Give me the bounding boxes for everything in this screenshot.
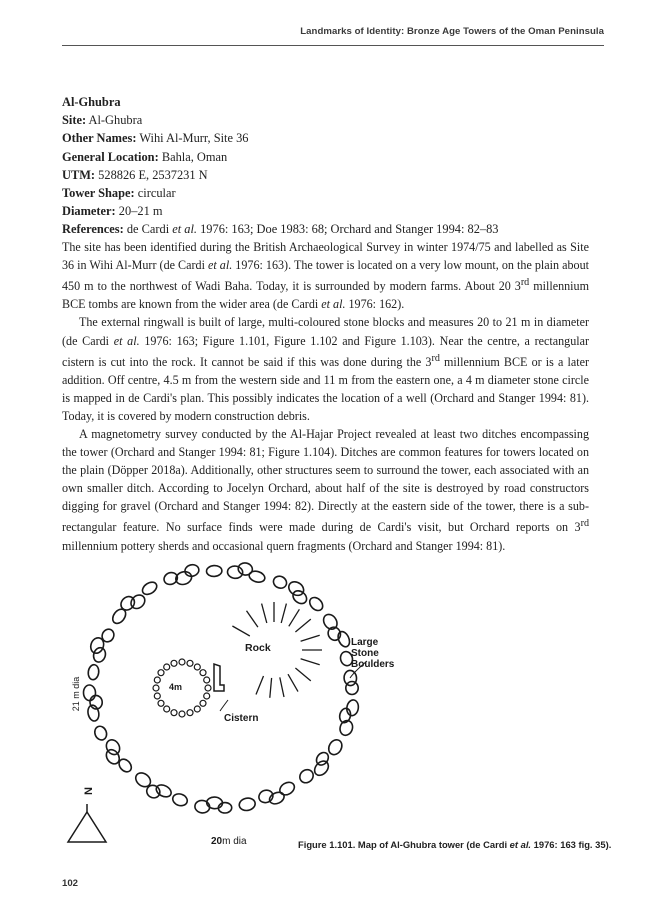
rock-hatch-line xyxy=(281,604,286,623)
small-circle-stone xyxy=(204,677,210,683)
small-circle-stone xyxy=(204,693,210,699)
paragraph: A magnetometry survey conducted by the Al-Hajar Project revealed at least two ditches encompassing the tower (Orchard and Stanger 1994: 81; Figure 1.104). Ditches are common features for towers located on the plain (Döpper 2018a). Additionally, other structures seem to surround the tower, each associated with an own smaller ditch. According to Jocelyn Orchard, about half of the site is destroyed by road constructors digging for gravel (Orchard and Stanger 1994: 82). Directly at the eastern side of the tower, there is a sub-rectangular feature. No surface finds were made during de Cardi's visit, but Orchard reports on 3rd millennium pottery sherds and occasional quern fragments (Orchard and Stanger 1994: 81). xyxy=(62,427,589,553)
ringwall-stone xyxy=(336,630,352,649)
small-circle-stone xyxy=(154,677,160,683)
rock-hatch-line xyxy=(301,659,320,665)
field-label: Other Names xyxy=(62,131,133,146)
small-circle-stone xyxy=(171,710,177,716)
field-other-names: Other Names: Wihi Al-Murr, Site 36 xyxy=(62,131,249,146)
small-circle-stone xyxy=(200,670,206,676)
north-arrow-icon xyxy=(68,804,106,842)
header-rule xyxy=(62,45,604,46)
field-value: 528826 E, 2537231 N xyxy=(98,167,208,182)
field-label: References xyxy=(62,222,120,237)
dia21-label: 21 m dia xyxy=(71,676,81,712)
field-label: Site xyxy=(62,113,82,128)
body-text xyxy=(62,238,589,555)
small-circle-stone xyxy=(158,670,164,676)
ringwall-stone xyxy=(93,724,109,741)
field-diameter: Diameter: 20–21 m xyxy=(62,204,163,219)
small-circle-stone xyxy=(194,664,200,670)
small-circle-stone xyxy=(158,700,164,706)
field-label: General Location xyxy=(62,149,155,164)
field-utm: UTM: 528826 E, 2537231 N xyxy=(62,167,208,182)
small-circle-stone xyxy=(200,700,206,706)
small-circle-stone xyxy=(187,660,193,666)
cistern-outline xyxy=(214,664,224,691)
ringwall-stone xyxy=(346,682,358,695)
small-circle-stone xyxy=(153,685,159,691)
field-value: Wihi Al-Murr, Site 36 xyxy=(139,131,249,146)
ringwall-stone xyxy=(268,790,286,806)
boulders-label: Boulders xyxy=(351,659,395,670)
ringwall-stone xyxy=(92,646,107,663)
rock-hatch-line xyxy=(295,668,310,681)
ringwall-stone xyxy=(312,758,331,778)
small-circle-stone xyxy=(194,706,200,712)
ringwall-stone xyxy=(278,780,297,798)
small-circle-stone xyxy=(164,706,170,712)
ringwall-stone xyxy=(184,563,200,577)
ringwall-stone xyxy=(87,664,99,680)
ringwall-stone xyxy=(286,579,306,598)
cistern-label: Cistern xyxy=(224,713,259,724)
ringwall-stone xyxy=(237,562,253,576)
field-label: Diameter xyxy=(62,204,112,219)
stone-label: Stone xyxy=(351,648,379,659)
small-circle-stone xyxy=(205,685,211,691)
rock-hatch-line xyxy=(247,611,258,627)
field-tower-shape: Tower Shape: circular xyxy=(62,186,176,201)
rock-hatch-line xyxy=(301,635,320,641)
large-label: Large xyxy=(351,637,379,648)
four-m-label: 4m xyxy=(169,682,183,692)
rock-hatch-line xyxy=(232,626,249,636)
field-value: 20–21 m xyxy=(118,204,163,219)
field-label: UTM xyxy=(62,167,91,182)
ringwall-stone xyxy=(87,704,101,722)
ringwall-stone xyxy=(326,737,344,757)
small-circle-stone xyxy=(187,710,193,716)
ringwall-stones xyxy=(83,562,359,814)
ringwall-stone xyxy=(297,767,316,786)
figure-caption: Figure 1.101. Map of Al-Ghubra tower (de Cardi et al. 1976: 163 fig. 35). xyxy=(298,839,612,850)
rock-hatch-line xyxy=(256,676,264,695)
small-circle-stone xyxy=(171,660,177,666)
field-label: Tower Shape xyxy=(62,186,131,201)
ringwall-stone xyxy=(291,588,310,606)
entry-title: Al-Ghubra xyxy=(62,95,121,109)
ringwall-stone xyxy=(238,797,256,812)
field-value: circular xyxy=(137,186,176,201)
field-general-location: General Location: Bahla, Oman xyxy=(62,149,228,164)
field-value: Bahla, Oman xyxy=(161,149,228,164)
ringwall-stone xyxy=(346,699,360,716)
field-value: Al-Ghubra xyxy=(88,113,143,128)
rock-label: Rock xyxy=(245,642,271,654)
ringwall-stone xyxy=(227,565,243,579)
dia20-label: 20m dia xyxy=(211,836,247,847)
ringwall-stone xyxy=(307,595,325,613)
rock-hatch-line xyxy=(289,609,300,626)
small-circle-stone xyxy=(179,659,185,665)
rock-hatch-line xyxy=(262,604,267,623)
site-entry xyxy=(62,93,602,239)
cistern-leader xyxy=(220,700,228,711)
north-label: N xyxy=(83,787,95,795)
small-circle-stone xyxy=(154,693,160,699)
ringwall-stone xyxy=(171,792,189,808)
field-references: References: de Cardi et al. 1976: 163; Doe 1983: 68; Orchard and Stanger 1994: 82–83 xyxy=(62,222,499,237)
paragraph: The site has been identified during the British Archaeological Survey in winter 1974/75 and labelled as Site 36 in Wihi Al-Murr (de Cardi et al. 1976: 163). The tower is located on a very low mount, on the plain about 450 m to the northwest of Wadi Baha. Today, it is surrounded by modern farms. About 20 3rd millennium BCE tombs are known from the wider area (de Cardi et al. 1976: 162). xyxy=(62,240,589,312)
rock-hatch-line xyxy=(270,678,272,698)
rock-hatch-line xyxy=(288,674,298,691)
ringwall-stone xyxy=(140,580,159,597)
tower-plan-figure xyxy=(62,548,502,868)
tower-plan-drawing xyxy=(62,548,502,868)
small-circle-stone xyxy=(179,711,185,717)
page-number: 102 xyxy=(62,878,79,889)
paragraph: The external ringwall is built of large, multi-coloured stone blocks and measures 20 to 21 m in diameter (de Cardi et al. 1976: 163; Figure 1.101, Figure 1.102 and Figure 1.103). Near the centre, a rectangular cistern is cut into the rock. It cannot be said if this was done during the 3rd millennium BCE or is a later addition. Off centre, 4.5 m from the western side and 11 m from the eastern one, a 4 m diameter stone circle is mapped in de Cardi's plan. This possibly indicates the location of a well (Orchard and Stanger 1994: 81). Today, it is covered by modern construction debris. xyxy=(62,315,590,423)
ringwall-stone xyxy=(248,570,266,584)
rock-hatch-line xyxy=(280,677,284,697)
ringwall-stone xyxy=(83,685,96,701)
field-site: Site: Al-Ghubra xyxy=(62,113,143,128)
ringwall-stone xyxy=(162,571,179,587)
ringwall-stone xyxy=(206,565,222,577)
rock-hatch-line xyxy=(295,619,310,632)
small-circle-stone xyxy=(164,664,170,670)
ringwall-stone xyxy=(257,788,275,804)
ringwall-stone xyxy=(271,574,288,590)
running-header: Landmarks of Identity: Bronze Age Towers of the Oman Peninsula xyxy=(300,26,604,37)
